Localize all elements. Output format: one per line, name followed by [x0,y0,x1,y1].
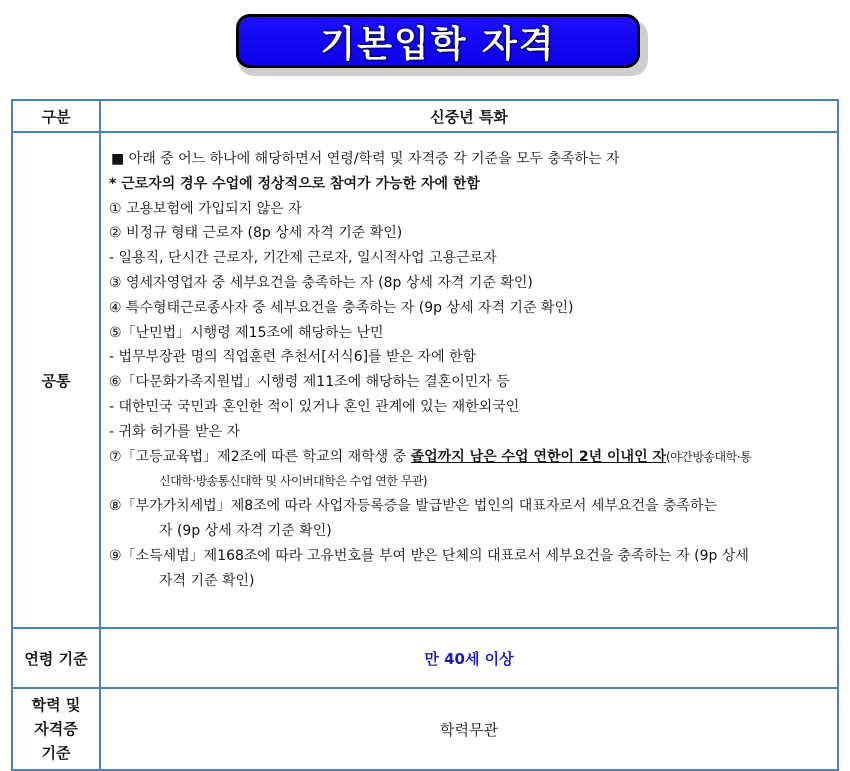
table-row-education [12,688,838,770]
row-label-line: 자격증 [34,720,78,738]
table-row-common [12,132,838,628]
requirement-note: * 근로자의 경우 수업에 정상적으로 참여가 가능한 자에 한함 [109,175,480,192]
requirement-subitem: - 귀화 허가를 받은 자 [109,423,241,440]
requirement-note-small: (야간방송대학·통 [666,449,752,464]
header-category: 구분 [12,100,100,132]
title-banner [236,14,648,78]
requirement-item: ⑤「난민법」시행령 제15조에 해당하는 난민 [109,324,384,341]
eligibility-table [11,99,839,771]
requirement-item: ③ 영세자영업자 중 세부요건을 충족하는 자 (8p 상세 자격 기준 확인) [109,274,533,291]
requirement-subitem: - 일용직, 단시간 근로자, 기간제 근로자, 일시적사업 고용근로자 [109,250,497,267]
requirement-subitem: - 법무부장관 명의 직업훈련 추천서[서식6]를 받은 자에 한함 [109,349,477,366]
header-program: 신중년 특화 [100,100,838,132]
requirement-item: ② 비정규 형태 근로자 (8p 상세 자격 기준 확인) [109,225,403,242]
requirement-item: ⑧「부가가치세법」제8조에 따라 사업자등록증을 발급받은 법인의 대표자로서 세부요건을 충족하는 [109,498,718,515]
requirement-item [109,445,829,470]
table-header-row [12,100,838,132]
title-box [236,14,640,68]
requirement-subitem: - 대한민국 국민과 혼인한 적이 있거나 혼인 관계에 있는 재한외국인 [109,398,520,415]
common-requirements [100,132,838,628]
education-requirement: 학력무관 [100,688,838,770]
requirement-item: ① 고용보험에 가입되지 않은 자 [109,200,302,217]
requirement-intro: ■ 아래 중 어느 하나에 해당하면서 연령/학력 및 자격증 각 기준을 모두 충족하는 자 [111,151,620,167]
row-label-age: 연령 기준 [12,628,100,688]
table-row-age [12,628,838,688]
age-requirement: 만 40세 이상 [100,628,838,688]
page-title: 기본입학 자격 [320,23,556,65]
row-label-line: 학력 및 [31,696,81,714]
requirement-continuation: 자격 기준 확인) [159,572,255,589]
requirement-item: ④ 특수형태근로종사자 중 세부요건을 충족하는 자 (9p 상세 자격 기준 확인) [109,299,574,316]
requirement-emphasis: 졸업까지 남은 수업 연한이 2년 이내인 자 [410,448,666,465]
row-label-education [12,688,100,770]
requirement-item: ⑥「다문화가족지원법」시행령 제11조에 해당하는 결혼이민자 등 [109,374,510,391]
requirement-item-text: ⑦「고등교육법」제2조에 따른 학교의 재학생 중 [109,448,411,465]
requirement-continuation: 자 (9p 상세 자격 기준 확인) [159,522,332,539]
row-label-common: 공통 [12,132,100,628]
requirement-item: ⑨「소득세법」제168조에 따라 고유번호를 부여 받은 단체의 대표로서 세부요건을 충족하는 자 (9p 상세 [109,547,749,564]
requirement-continuation: 신대학·방송통신대학 및 사이버대학은 수업 연한 무관) [159,474,428,489]
row-label-line: 기준 [41,744,71,762]
